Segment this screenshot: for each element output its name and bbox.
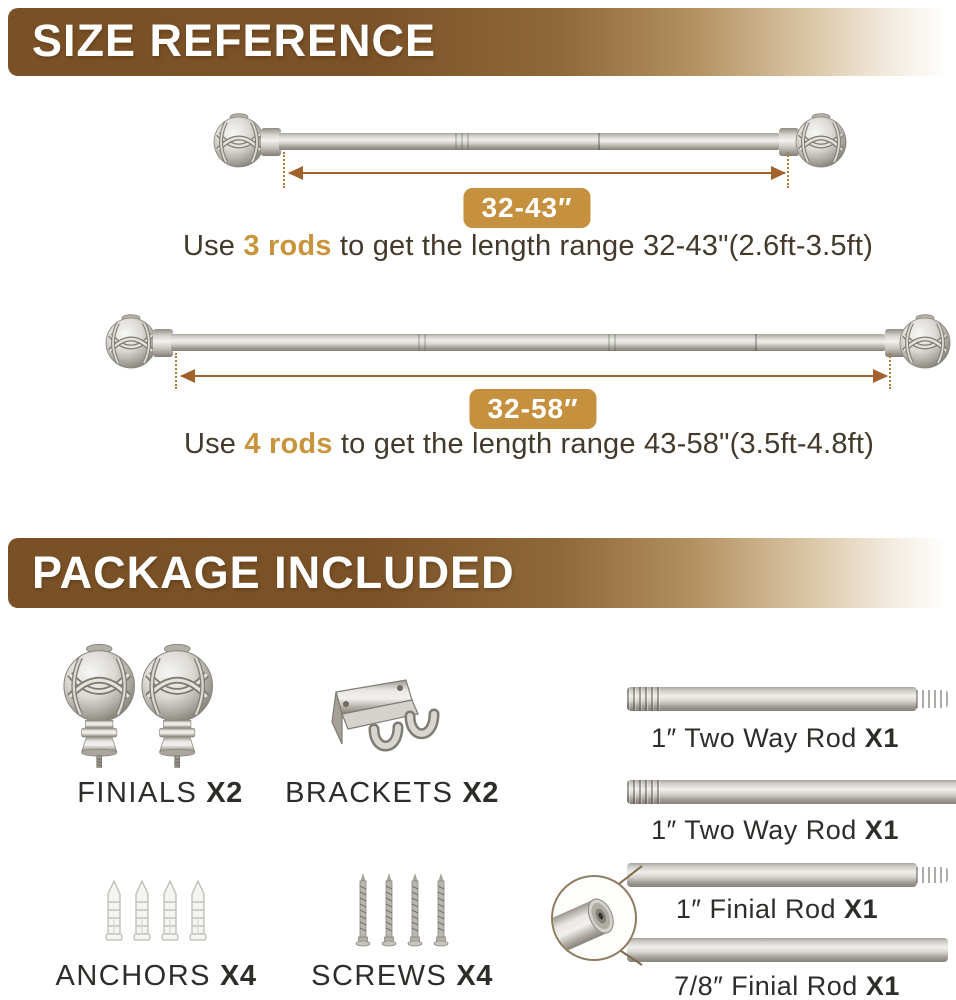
caption-prefix: Use [183,428,245,460]
dimension-arrow-icon [181,375,887,377]
finial-rod-2 [627,938,948,962]
finials-icon [58,638,222,774]
package-included-banner [8,538,956,608]
brackets-label [285,777,499,810]
rod-ridge [608,334,610,351]
caption-highlight: 4 rods [244,428,333,460]
two-way-rod-2-label [651,815,899,846]
dimension-arrow-icon [289,172,785,174]
dimension-dotted-line [787,152,789,188]
rod-end-zoom-circle [551,875,637,961]
length-badge-short: 32-43″ [463,188,590,228]
brackets-icon [302,672,452,772]
package-included-title: PACKAGE INCLUDED [32,547,515,598]
finial-rod-1 [627,863,917,887]
two-way-rod-1-label [651,723,899,754]
finial-rod-2-label [674,971,900,1000]
rod-inner-section [757,335,885,350]
finial-rod-1-label [676,894,878,925]
caption-suffix: to get the length range 43-58"(3.5ft-4.8ft) [332,428,875,460]
rod-ridge [614,334,616,351]
finial-ball-icon [211,112,267,172]
rod-name: 1″ Finial Rod [675,894,837,924]
screws-icon [352,870,452,956]
two-way-rod-2 [627,780,956,804]
rod-ridge [418,334,420,351]
rod-ridge [424,334,426,351]
rod-seam [755,334,757,351]
item-name: FINIALS [77,777,198,809]
finial-ball-icon [793,112,849,172]
dimension-dotted-line [283,152,285,188]
caption-prefix: Use [182,230,244,262]
caption-suffix: to get the length range 32-43"(2.6ft-3.5ft) [331,230,874,262]
item-count: X2 [206,777,243,809]
rod-count: X1 [864,723,899,753]
dimension-dotted-line [175,353,177,389]
rod-seam [598,133,600,150]
rod-threaded-tip [916,867,948,883]
rod-ridge [467,133,469,150]
size-caption-short [183,230,873,263]
rod-ridge [461,133,463,150]
item-name: BRACKETS [285,777,454,809]
finial-ball-icon [897,313,953,373]
item-name: ANCHORS [55,960,212,992]
finials-label [77,777,243,810]
item-count: X4 [220,960,257,992]
anchors-icon [100,876,212,956]
caption-highlight: 3 rods [243,230,332,262]
rod-count: X1 [865,971,900,1000]
size-reference-banner [8,8,956,76]
rod-thread [627,780,663,804]
rod-count: X1 [844,894,879,924]
screws-label [311,960,493,993]
rod-ridge [455,133,457,150]
item-count: X2 [462,777,499,809]
rod-inner-section [600,134,779,149]
rod-collar [261,128,281,156]
rod-collar [153,329,173,357]
item-count: X4 [456,960,493,992]
rod-name: 1″ Two Way Rod [651,815,857,845]
rod-end-detail-icon [553,877,635,959]
rod-name: 7/8″ Finial Rod [674,971,858,1000]
finial-ball-icon [103,313,159,373]
rod-threaded-tip [916,690,948,708]
item-name: SCREWS [311,960,448,992]
dimension-dotted-line [889,353,891,389]
length-badge-long: 32-58″ [469,389,596,429]
rod-name: 1″ Two Way Rod [651,723,857,753]
anchors-label [56,960,257,993]
size-reference-title: SIZE REFERENCE [32,15,437,66]
rod-count: X1 [864,815,899,845]
two-way-rod-1 [627,687,917,711]
rod-thread [627,687,663,711]
size-caption-long [184,428,874,461]
